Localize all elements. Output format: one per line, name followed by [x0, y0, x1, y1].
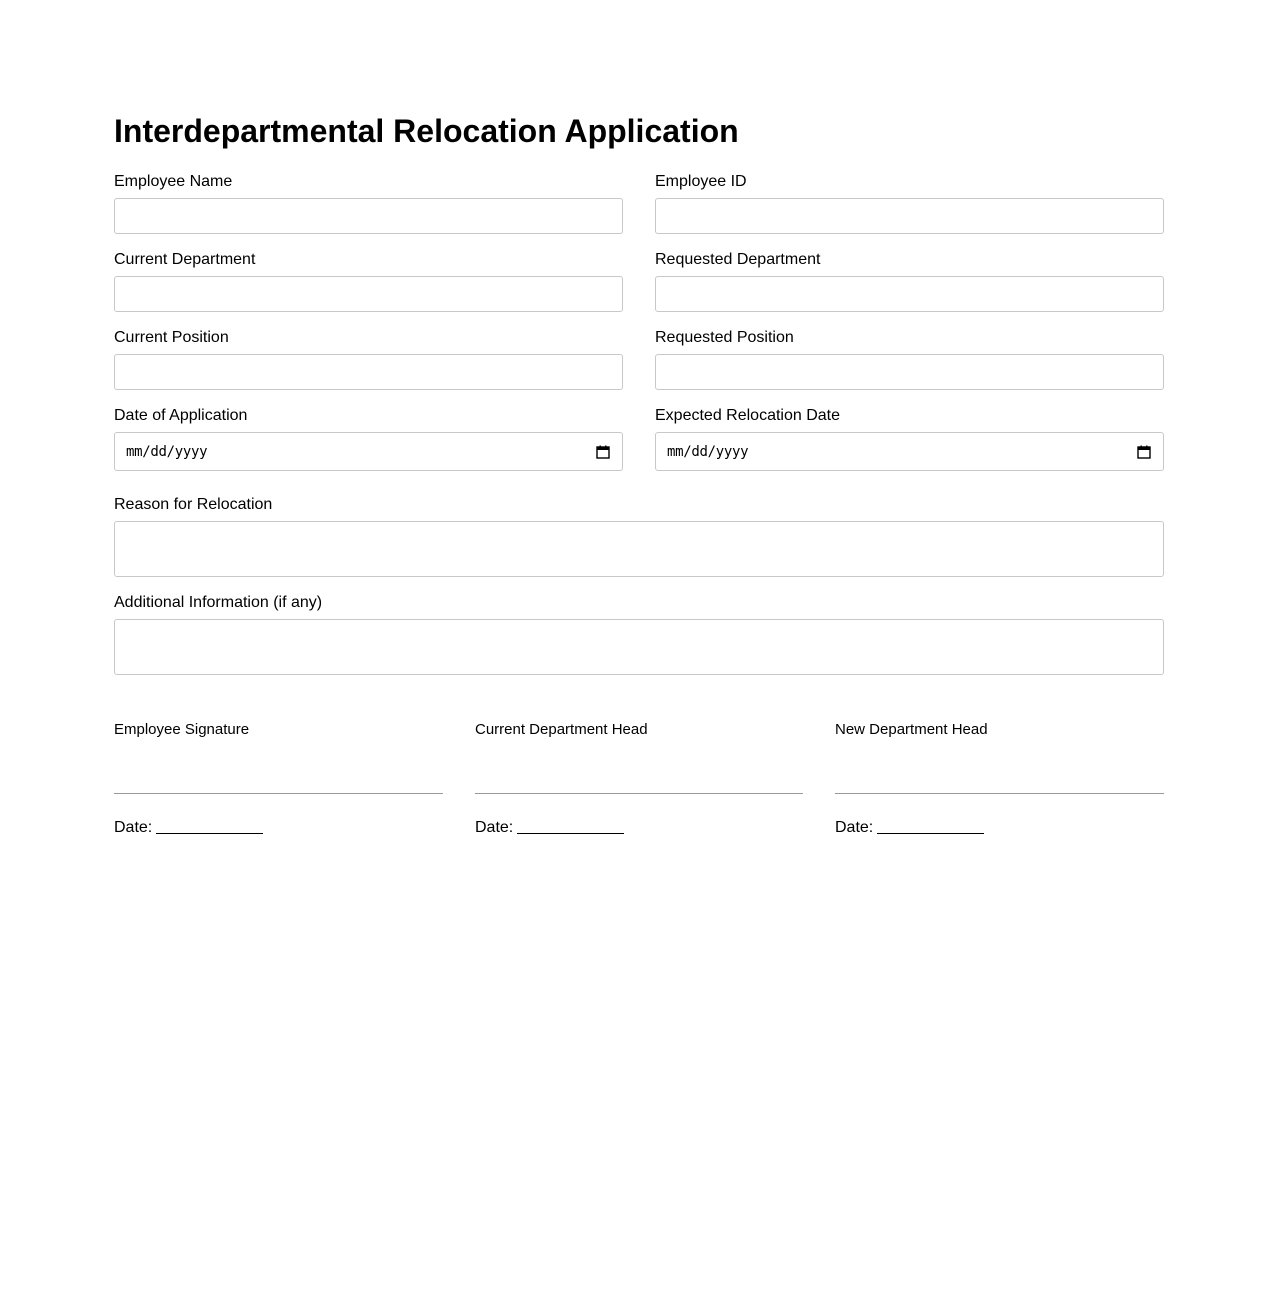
requested-department-input[interactable]	[655, 276, 1164, 312]
employee-signature-label: Employee Signature	[114, 721, 250, 738]
new-department-head-date	[835, 818, 1164, 838]
requested-position-field-group	[655, 328, 1164, 406]
employee-signature-line	[114, 793, 443, 794]
employee-signature-date	[114, 818, 443, 838]
date-of-application-input[interactable]	[114, 432, 623, 471]
current-position-input[interactable]	[114, 354, 623, 390]
employee-name-label: Employee Name	[114, 173, 233, 190]
date-label: Date:	[835, 819, 874, 836]
current-department-head-line	[475, 793, 803, 794]
current-position-field-group	[114, 328, 623, 406]
date-of-application-label: Date of Application	[114, 407, 248, 424]
requested-department-label: Requested Department	[655, 251, 821, 268]
current-department-head-block	[475, 721, 803, 838]
form-fields-grid	[114, 172, 1164, 471]
current-position-label: Current Position	[114, 329, 229, 346]
additional-information-label: Additional Information (if any)	[114, 594, 323, 611]
expected-relocation-date-field-group	[655, 406, 1164, 471]
additional-information-textarea[interactable]	[114, 619, 1164, 675]
new-department-head-block	[835, 721, 1164, 838]
reason-for-relocation-textarea[interactable]	[114, 521, 1164, 577]
signatures-section	[114, 721, 1164, 838]
reason-for-relocation-field-group	[114, 495, 1164, 577]
employee-signature-block	[114, 721, 443, 838]
date-label: Date:	[475, 819, 514, 836]
date-blank-line	[156, 819, 263, 834]
new-department-head-label: New Department Head	[835, 721, 988, 738]
date-label: Date:	[114, 819, 153, 836]
expected-relocation-date-label: Expected Relocation Date	[655, 407, 840, 424]
page-title: Interdepartmental Relocation Application	[114, 113, 739, 149]
current-department-field-group	[114, 250, 623, 328]
date-of-application-placeholder: mm/dd/yyyy	[126, 443, 208, 460]
calendar-icon[interactable]	[596, 445, 610, 459]
new-department-head-line	[835, 793, 1164, 794]
employee-id-label: Employee ID	[655, 173, 747, 190]
requested-department-field-group	[655, 250, 1164, 328]
requested-position-input[interactable]	[655, 354, 1164, 390]
current-department-head-label: Current Department Head	[475, 721, 648, 738]
requested-position-label: Requested Position	[655, 329, 794, 346]
expected-relocation-date-placeholder: mm/dd/yyyy	[667, 443, 749, 460]
date-of-application-field-group	[114, 406, 623, 471]
expected-relocation-date-input[interactable]	[655, 432, 1164, 471]
employee-name-input[interactable]	[114, 198, 623, 234]
employee-name-field-group	[114, 172, 623, 250]
current-department-head-date	[475, 818, 803, 838]
date-blank-line	[517, 819, 624, 834]
relocation-form	[114, 110, 1164, 838]
employee-id-field-group	[655, 172, 1164, 250]
current-department-input[interactable]	[114, 276, 623, 312]
date-blank-line	[877, 819, 984, 834]
current-department-label: Current Department	[114, 251, 256, 268]
calendar-icon[interactable]	[1137, 445, 1151, 459]
reason-for-relocation-label: Reason for Relocation	[114, 496, 273, 513]
additional-information-field-group	[114, 593, 1164, 675]
employee-id-input[interactable]	[655, 198, 1164, 234]
